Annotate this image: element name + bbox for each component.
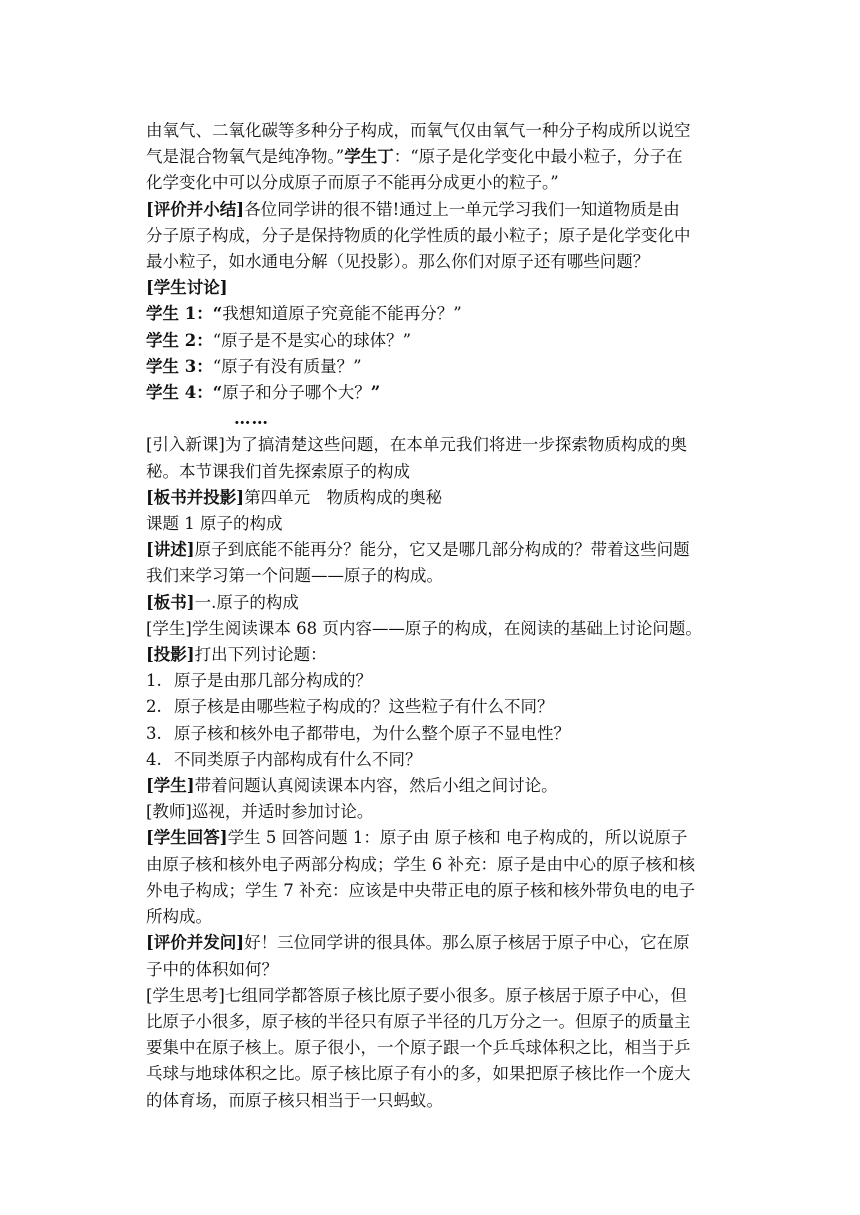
bold-label: [学生讨论] (146, 278, 228, 298)
text-line (146, 642, 716, 668)
text-line (146, 852, 716, 878)
text-line (146, 118, 716, 144)
bold-label: [学生] (146, 776, 195, 796)
text-line (146, 1088, 716, 1114)
bold-label: 学生 4： (146, 383, 213, 403)
text-line (146, 825, 716, 851)
text-line (146, 1035, 716, 1061)
text-line (146, 616, 716, 642)
text-run: “原子是不是实心的球体？” (212, 330, 412, 350)
text-run: 所构成。 (146, 907, 212, 927)
bold-label: [评价并发问] (146, 933, 245, 953)
text-run: 原子是由那几部分构成的？ (174, 671, 372, 691)
text-run: 由氧气、二氧化碳等多种分子构成，而氧气仅由氧气一种分子构成所以说空 (146, 121, 691, 140)
text-line (146, 563, 716, 589)
list-number: 4. (146, 749, 162, 769)
text-run: 带着问题认真阅读课本内容，然后小组之间讨论。 (194, 776, 558, 796)
bold-label: [板书] (146, 592, 195, 612)
bold-label: [学生回答] (146, 828, 228, 848)
text-run: 原子核和核外电子都带电，为什么整个原子不显电性？ (174, 723, 570, 743)
text-line (146, 249, 716, 275)
list-number: 1. (146, 671, 162, 691)
text-line (146, 694, 716, 720)
text-run: [学生]学生阅读课本 68 页内容——原子的构成，在阅读的基础上讨论问题。 (146, 618, 702, 638)
text-line (146, 930, 716, 956)
text-run: 原子核是由哪些粒子构成的？这些粒子有什么不同？ (174, 697, 554, 717)
text-line (146, 354, 716, 380)
bold-label: 学生 1： (146, 304, 213, 324)
text-line (146, 983, 716, 1009)
text-run: 打出下列讨论题： (194, 645, 327, 665)
text-line (146, 275, 716, 301)
text-line (146, 406, 716, 432)
text-line (146, 878, 716, 904)
list-number: 3. (146, 723, 162, 743)
bold-label: 学生 2： (146, 330, 213, 350)
text-run: 分子原子构成，分子是保持物质的化学性质的最小粒子；原子是化学变化中 (146, 225, 691, 245)
ellipsis: …… (234, 409, 269, 429)
bold-label: 学生丁 (344, 147, 394, 167)
text-run: 子中的体积如何？ (146, 959, 278, 979)
text-run: [学生思考]七组同学都答原子核比原子要小很多。原子核居于原子中心，但 (146, 985, 687, 1005)
text-run: [教师]巡视，并适时参加讨论。 (146, 802, 374, 822)
text-line (146, 144, 716, 170)
document-page (146, 118, 716, 1114)
text-run: 比原子小很多，原子核的半径只有原子半径的几万分之一。但原子的质量主 (146, 1011, 691, 1031)
text-run: 要集中在原子核上。原子很小，一个原子跟一个乒乓球体积之比，相当于乒 (146, 1038, 691, 1058)
text-line (146, 301, 716, 327)
text-line (146, 668, 716, 694)
bold-label: [讲述] (146, 540, 195, 560)
text-run: 外电子构成；学生 7 补充：应该是中央带正电的原子核和核外带负电的电子 (146, 880, 695, 900)
text-run: 好！三位同学讲的很具体。那么原子核居于原子中心，它在原 (244, 933, 690, 953)
text-line (146, 197, 716, 223)
text-line (146, 799, 716, 825)
text-run: 一.原子的构成 (194, 592, 299, 612)
text-run: 不同类原子内部构成有什么不同？ (174, 749, 422, 769)
text-run: 我们来学习第一个问题——原子的构成。 (146, 566, 443, 586)
text-run: 最小粒子，如水通电分解（见投影）。那么你们对原子还有哪些问题？ (146, 252, 650, 272)
text-run: 第四单元 物质构成的奥秘 (244, 487, 443, 507)
text-line (146, 485, 716, 511)
bold-label: [投影] (146, 645, 195, 665)
text-run: 气是混合物氧气是纯净物。” (146, 147, 345, 167)
bold-label: [板书并投影] (146, 487, 245, 507)
text-line (146, 1009, 716, 1035)
text-run: 的体育场，而原子核只相当于一只蚂蚁。 (146, 1090, 443, 1110)
text-line (146, 957, 716, 983)
text-run: 原子到底能不能再分？能分，它又是哪几部分构成的？带着这些问题 (194, 540, 690, 560)
text-run: 各位同学讲的很不错!通过上一单元学习我们一知道物质是由 (244, 199, 680, 219)
text-run: [引入新课]为了搞清楚这些问题，在本单元我们将进一步探索物质构成的奥 (146, 435, 687, 455)
text-line (146, 328, 716, 354)
text-line (146, 511, 716, 537)
text-run: 化学变化中可以分成原子而原子不能再分成更小的粒子。” (146, 173, 559, 193)
text-run: 秘。本节课我们首先探索原子的构成 (146, 461, 410, 481)
text-line (146, 380, 716, 406)
text-run: “原子有没有质量？” (212, 356, 362, 376)
text-line (146, 721, 716, 747)
text-line (146, 432, 716, 458)
text-line (146, 459, 716, 485)
text-run: 乓球与地球体积之比。原子核比原子有小的多，如果把原子核比作一个庞大 (146, 1064, 691, 1084)
text-run: ：“原子是化学变化中最小粒子，分子在 (393, 147, 683, 167)
text-run: 由原子核和核外电子两部分构成；学生 6 补充：原子是由中心的原子核和核 (146, 854, 695, 874)
bold-label: “ (212, 383, 223, 403)
bold-label: 学生 3： (146, 356, 213, 376)
text-line (146, 1061, 716, 1087)
text-line (146, 170, 716, 196)
bold-label: ” (370, 383, 381, 403)
text-line (146, 590, 716, 616)
bold-label: “ (212, 304, 223, 324)
text-line (146, 904, 716, 930)
list-number: 2. (146, 697, 162, 717)
text-run: 原子和分子哪个大？ (222, 383, 371, 403)
text-line (146, 773, 716, 799)
text-line (146, 223, 716, 249)
text-run: 课题 1 原子的构成 (146, 514, 283, 534)
text-run: 我想知道原子究竟能不能再分？” (222, 304, 462, 324)
text-line (146, 747, 716, 773)
text-run: 学生 5 回答问题 1：原子由 原子核和 电子构成的，所以说原子 (227, 828, 688, 848)
text-line (146, 537, 716, 563)
bold-label: [评价并小结] (146, 199, 245, 219)
